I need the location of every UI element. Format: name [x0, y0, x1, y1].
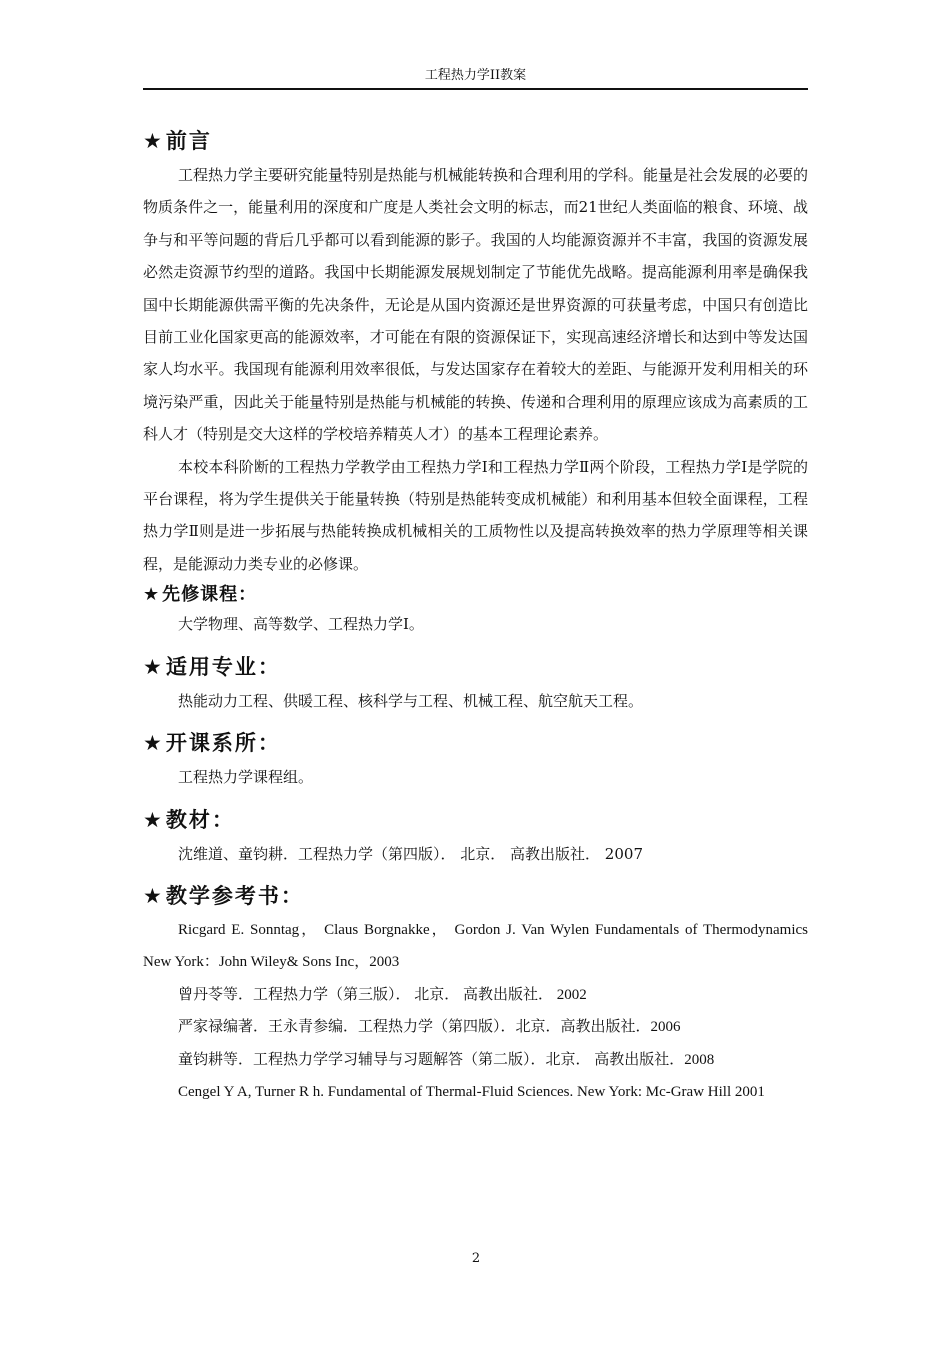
preface-heading-text: 前言 [165, 128, 212, 153]
reference-item: 童钧耕等．工程热力学学习辅导与习题解答（第二版）．北京． 高教出版社．2008 [178, 1051, 715, 1068]
prerequisites-heading-text: 先修课程： [162, 584, 258, 606]
department-text: 工程热力学课程组。 [178, 768, 314, 787]
star-icon: ★ [143, 883, 164, 908]
references-heading [143, 882, 808, 910]
majors-heading [143, 653, 808, 681]
preface-paragraph-2: 本校本科阶断的工程热力学教学由工程热力学Ⅰ和工程热力学Ⅱ两个阶段，工程热力学Ⅰ是学院的平台课程，将为学生提供关于能量转换（特别是热能转变成机械能）和利用基本但较全面课程，工程热力学Ⅱ则是进一步拓展与热能转换成机械相关的工质物性以及提高转换效率的热力学原理等相关课程，是能源动力类专业的必修课。 [143, 457, 808, 573]
textbook-heading-text: 教材： [165, 806, 235, 832]
majors-text: 热能动力工程、供暖工程、核科学与工程、机械工程、航空航天工程。 [178, 691, 644, 710]
preface-paragraph-1: 工程热力学主要研究能量特别是热能与机械能转换和合理利用的学科。能量是社会发展的必要的物质条件之一，能量利用的深度和广度是人类社会文明的标志，而21世纪人类面临的粮食、环境、战争与和平等问题的背后几乎都可以看到能源的影子。我国的人均能源资源并不丰富，我国的资源发展必然走资源节约型的道路。我国中长期能源发展规划制定了节能优先战略。提高能源利用率是确保我国中长期能源供需平衡的先决条件，无论是从国内资源还是世界资源的可获量考虑，中国只有创造比目前工业化国家更高的能源效率，才可能在有限的资源保证下，实现高速经济增长和达到中等发达国家人均水平。我国现有能源利用效率很低，与发达国家存在着较大的差距、与能源开发利用相关的环境污染严重，因此关于能量特别是热能与机械能的转换、传递和合理利用的原理应该成为高素质的工科人才（特别是交大这样的学校培养精英人才）的基本工程理论素养。 [143, 166, 809, 444]
star-icon: ★ [143, 584, 161, 606]
star-icon: ★ [143, 807, 164, 832]
department-heading-text: 开课系所： [165, 730, 281, 756]
department-heading [143, 729, 808, 757]
preface-heading [143, 127, 808, 155]
prerequisites-heading [143, 582, 808, 608]
textbook-text: 沈维道、童钧耕．工程热力学（第四版）． 北京． 高教出版社． 2007 [178, 844, 643, 863]
majors-heading-text: 适用专业： [165, 653, 281, 679]
star-icon: ★ [143, 731, 164, 756]
page-body [143, 122, 808, 1108]
references-heading-text: 教学参考书： [165, 882, 304, 908]
page-number: 2 [471, 1251, 481, 1266]
reference-item: Ricgard E. Sonntag， Claus Borgnakke， Gordon J. Van Wylen Fundamentals of Thermodynamics New York：John Wiley& Sons Inc，2003 [143, 921, 808, 971]
prerequisites-text: 大学物理、高等数学、工程热力学Ⅰ。 [178, 615, 424, 634]
reference-item: 严家禄编著．王永青参编．工程热力学（第四版）．北京．高教出版社．2006 [178, 1019, 681, 1036]
header-rule [143, 88, 808, 90]
reference-item: 曾丹苓等．工程热力学（第三版）． 北京． 高教出版社． 2002 [178, 986, 587, 1003]
reference-item: Cengel Y A, Turner R h. Fundamental of Thermal-Fluid Sciences. New York: Mc-Graw Hill 2001 [178, 1083, 765, 1100]
star-icon: ★ [143, 129, 164, 153]
star-icon: ★ [143, 654, 164, 679]
textbook-heading [143, 806, 808, 834]
running-header: 工程热力学II教案 [424, 68, 527, 83]
